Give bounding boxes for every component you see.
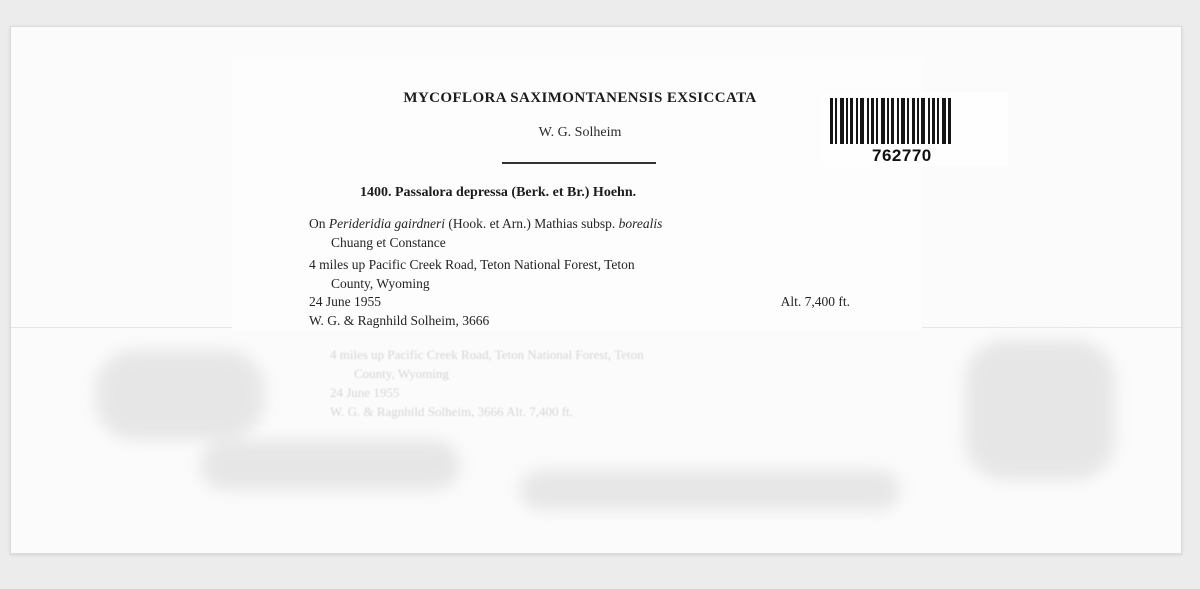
bleed-mark-right — [965, 340, 1115, 480]
collection-date: 24 June 1955 — [309, 294, 381, 309]
locality-line-2: County, Wyoming — [331, 276, 430, 291]
host-line-2: Chuang et Constance — [331, 235, 446, 250]
bleed-mark-bottom — [520, 470, 900, 510]
barcode-number: 762770 — [872, 146, 932, 165]
host-subspecies: borealis — [618, 216, 663, 231]
divider-rule — [502, 162, 656, 164]
series-title: MYCOFLORA SAXIMONTANENSIS EXSICCATA — [403, 90, 757, 106]
host-species: Perideridia gairdneri — [328, 216, 445, 231]
host-prefix: On — [309, 216, 329, 231]
barcode-bars — [830, 98, 995, 144]
ghost-line: 24 June 1955 — [330, 385, 400, 400]
ghost-line: County, Wyoming — [354, 366, 449, 381]
editor-name: W. G. Solheim — [538, 125, 622, 140]
date-altitude-line — [309, 294, 850, 310]
collectors-number: W. G. & Ragnhild Solheim, 3666 — [309, 313, 490, 328]
barcode-sticker — [822, 92, 1008, 166]
altitude: Alt. 7,400 ft. — [780, 294, 850, 309]
host-authority: (Hook. et Arn.) Mathias subsp. — [445, 216, 619, 231]
bleed-mark-left — [95, 350, 265, 440]
locality-line-1: 4 miles up Pacific Creek Road, Teton National Forest, Teton — [309, 257, 635, 272]
host-line — [309, 216, 662, 232]
ghost-line: W. G. & Ragnhild Solheim, 3666 Alt. 7,400 ft. — [330, 404, 573, 419]
ghost-line: 4 miles up Pacific Creek Road, Teton National Forest, Teton — [330, 347, 644, 362]
reverse-side-text — [330, 345, 890, 455]
species-name: 1400. Passalora depressa (Berk. et Br.) Hoehn. — [360, 185, 637, 200]
